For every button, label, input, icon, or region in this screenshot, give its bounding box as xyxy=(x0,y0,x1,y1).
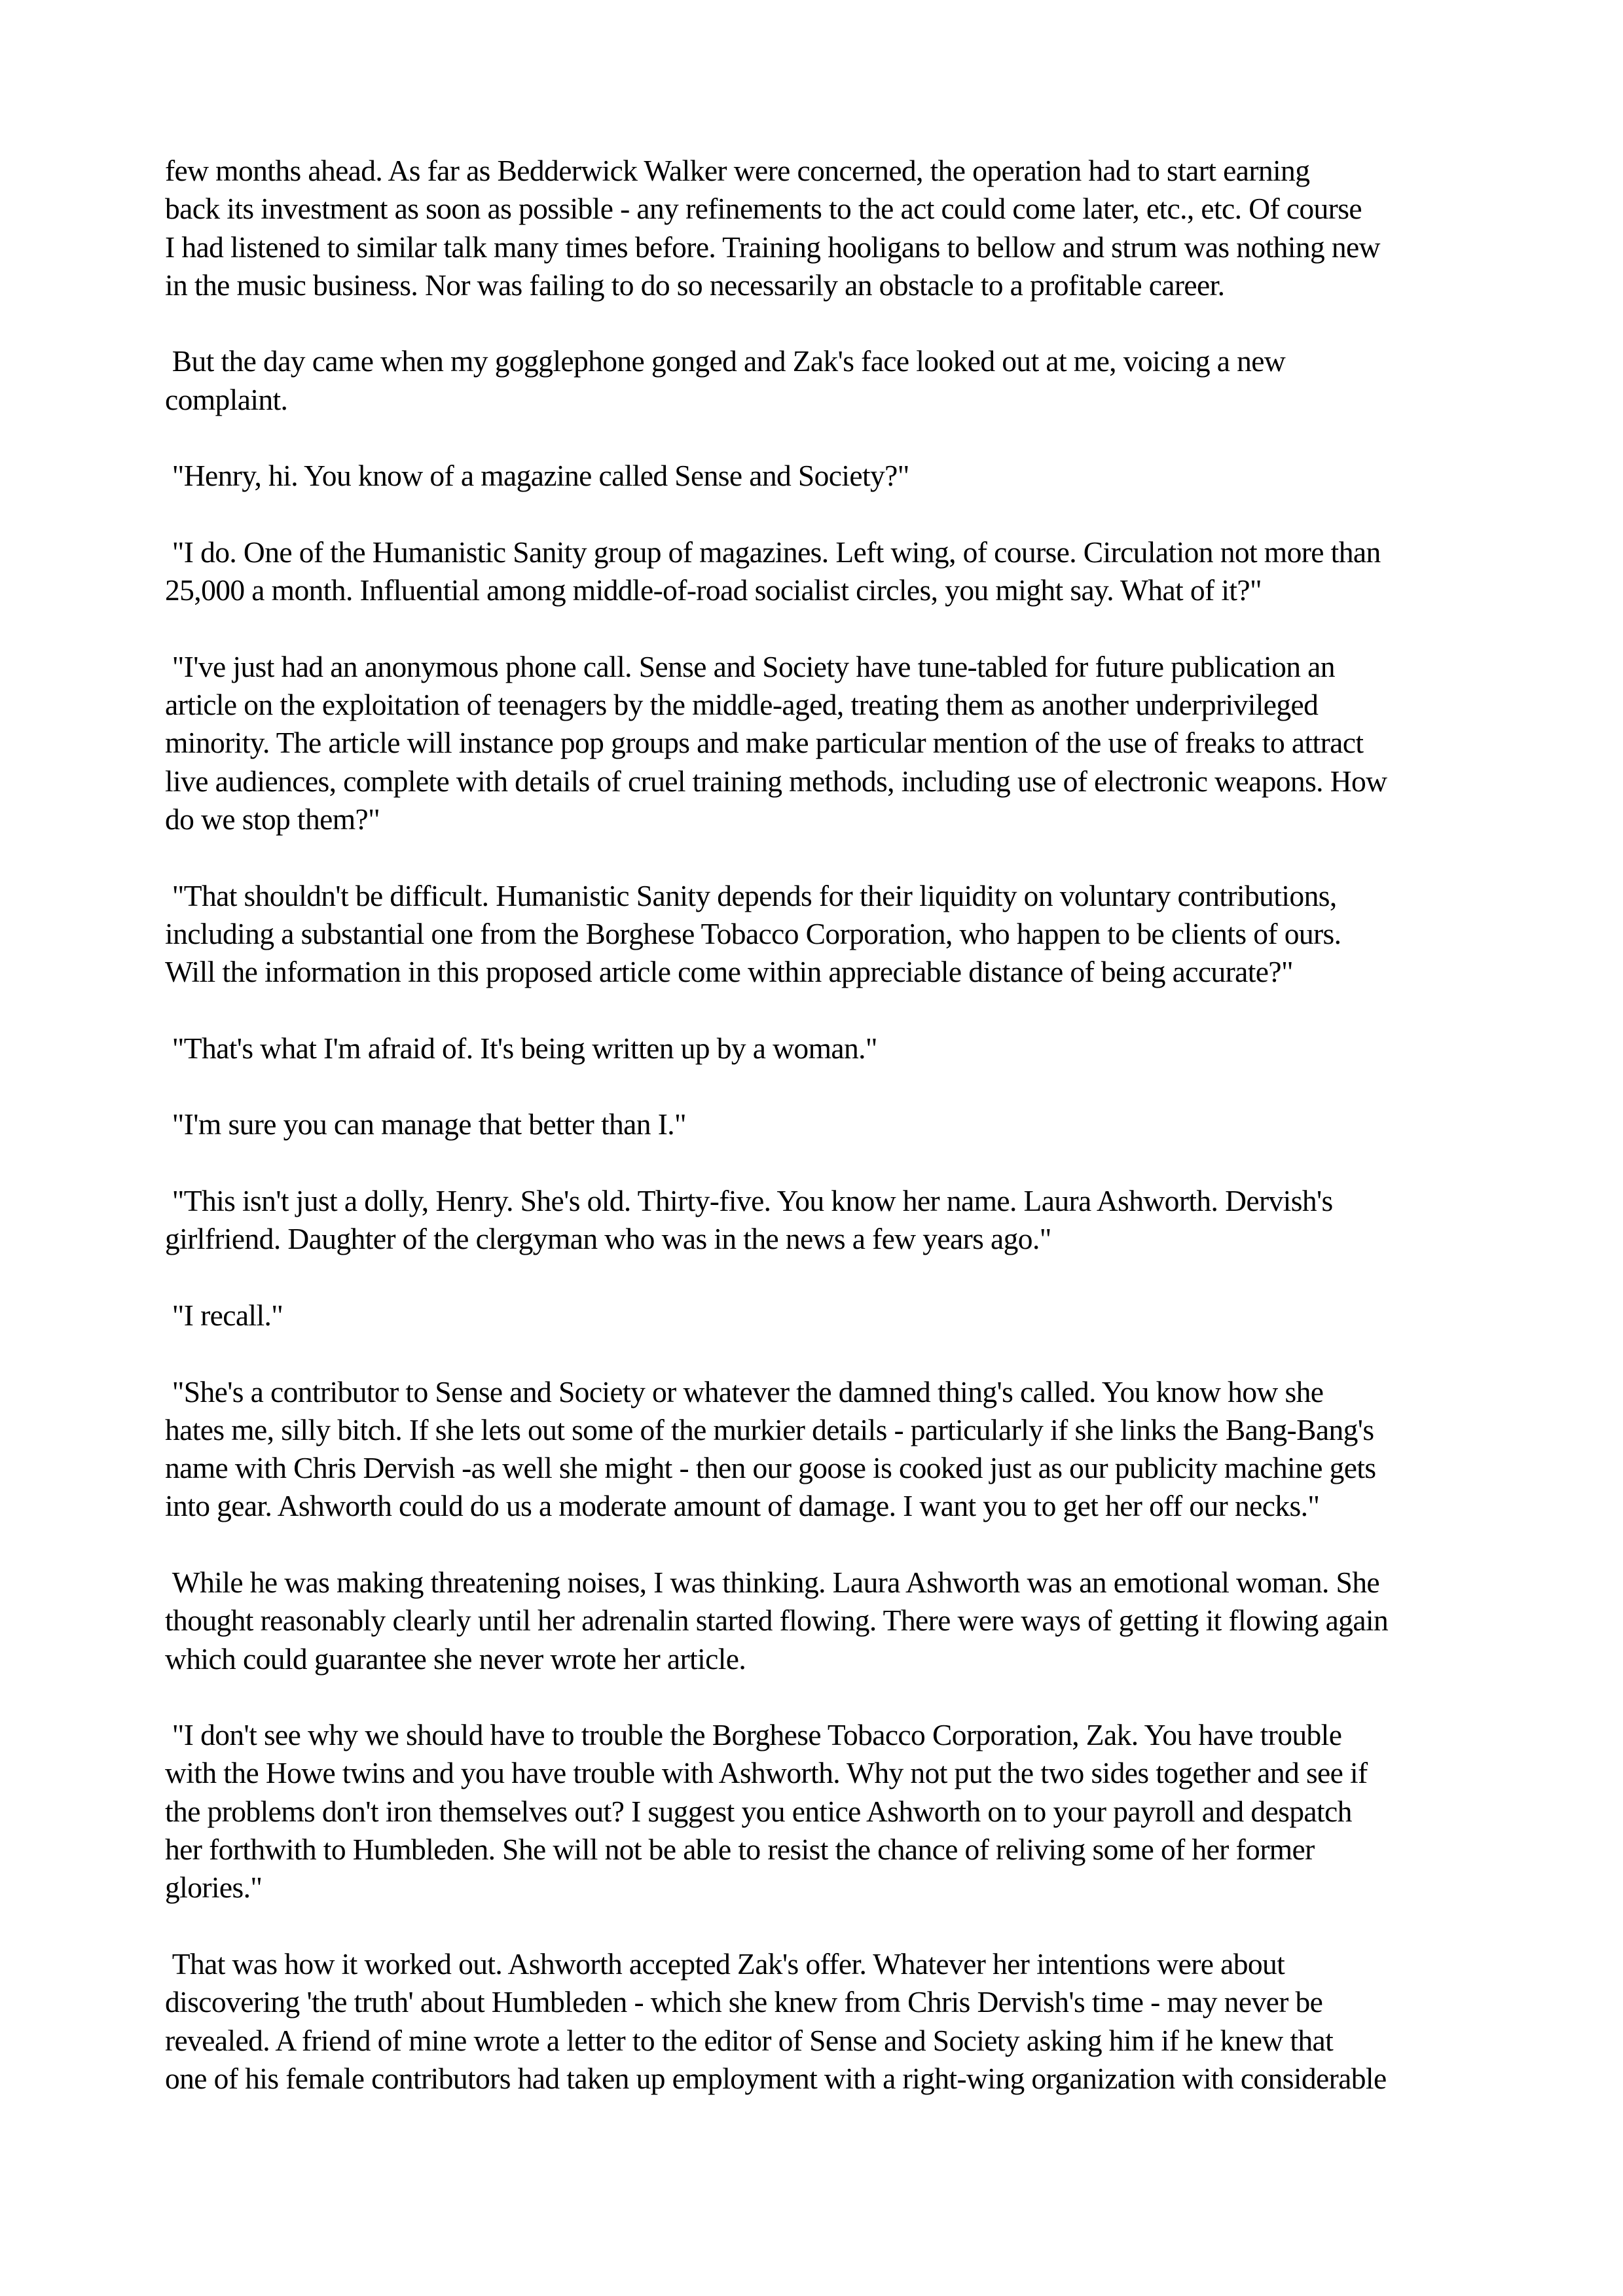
paragraph: "I do. One of the Humanistic Sanity group of magazines. Left wing, of course. Circulation not more than 25,000 a month. Influential among middle-of-road socialist circles, you might say. What of it?" xyxy=(165,535,1381,607)
paragraph: But the day came when my gogglephone gonged and Zak's face looked out at me, voicing a new complaint. xyxy=(165,344,1286,416)
paragraph: "I've just had an anonymous phone call. Sense and Society have tune-tabled for future publication an article on the exploitation of teenagers by the middle-aged, treating them as another underprivileged minority. The article will instance pop groups and make particular mention of the use of freaks to attract live audiences, complete with details of cruel training methods, including use of electronic weapons. How do we stop them?" xyxy=(165,649,1387,836)
paragraph: "I'm sure you can manage that better than I." xyxy=(165,1107,687,1141)
paragraph: That was how it worked out. Ashworth accepted Zak's offer. Whatever her intentions were about discovering 'the truth' about Humbleden - which she knew from Chris Dervish's time - may never be revealed. A friend of mine wrote a letter to the editor of Sense and Society asking him if he knew that one of his female contributors had taken up employment with a right-wing organization with considerable xyxy=(165,1946,1387,2095)
paragraph: "That shouldn't be difficult. Humanistic Sanity depends for their liquidity on voluntary contributions, including a substantial one from the Borghese Tobacco Corporation, who happen to be clients of ours. Will the information in this proposed article come within appreciable distance of being accurate?" xyxy=(165,878,1341,989)
paragraph: While he was making threatening noises, I was thinking. Laura Ashworth was an emotional woman. She thought reasonably clearly until her adrenalin started flowing. There were ways of getting it flowing again which could guarantee she never wrote her article. xyxy=(165,1565,1389,1676)
paragraph: "Henry, hi. You know of a magazine called Sense and Society?" xyxy=(165,459,909,493)
paragraph: "She's a contributor to Sense and Society or whatever the damned thing's called. You know how she hates me, silly bitch. If she lets out some of the murkier details - particularly if she links the Bang-Bang's name with Chris Dervish -as well she might - then our goose is cooked just as our publicity machine gets into gear. Ashworth could do us a moderate amount of damage. I want you to get her off our necks." xyxy=(165,1374,1376,1523)
paragraph: "I don't see why we should have to trouble the Borghese Tobacco Corporation, Zak. You have trouble with the Howe twins and you have trouble with Ashworth. Why not put the two sides together and see if the problems don't iron themselves out? I suggest you entice Ashworth on to your payroll and despatch her forthwith to Humbleden. She will not be able to resist the chance of reliving some of her former glories." xyxy=(165,1718,1368,1905)
paragraph: "This isn't just a dolly, Henry. She's old. Thirty-five. You know her name. Laura Ashworth. Dervish's girlfriend. Daughter of the clergyman who was in the news a few years ago." xyxy=(165,1184,1333,1256)
paragraph: "I recall." xyxy=(165,1298,283,1332)
document-page xyxy=(165,152,1481,2098)
paragraph: few months ahead. As far as Bedderwick Walker were concerned, the operation had to start earning back its investment as soon as possible - any refinements to the act could come later, etc., etc. Of course I had listened to similar talk many times before. Training hooligans to bellow and strum was nothing new in the music business. Nor was failing to do so necessarily an obstacle to a profitable career. xyxy=(165,154,1380,302)
paragraph: "That's what I'm afraid of. It's being written up by a woman." xyxy=(165,1031,877,1065)
